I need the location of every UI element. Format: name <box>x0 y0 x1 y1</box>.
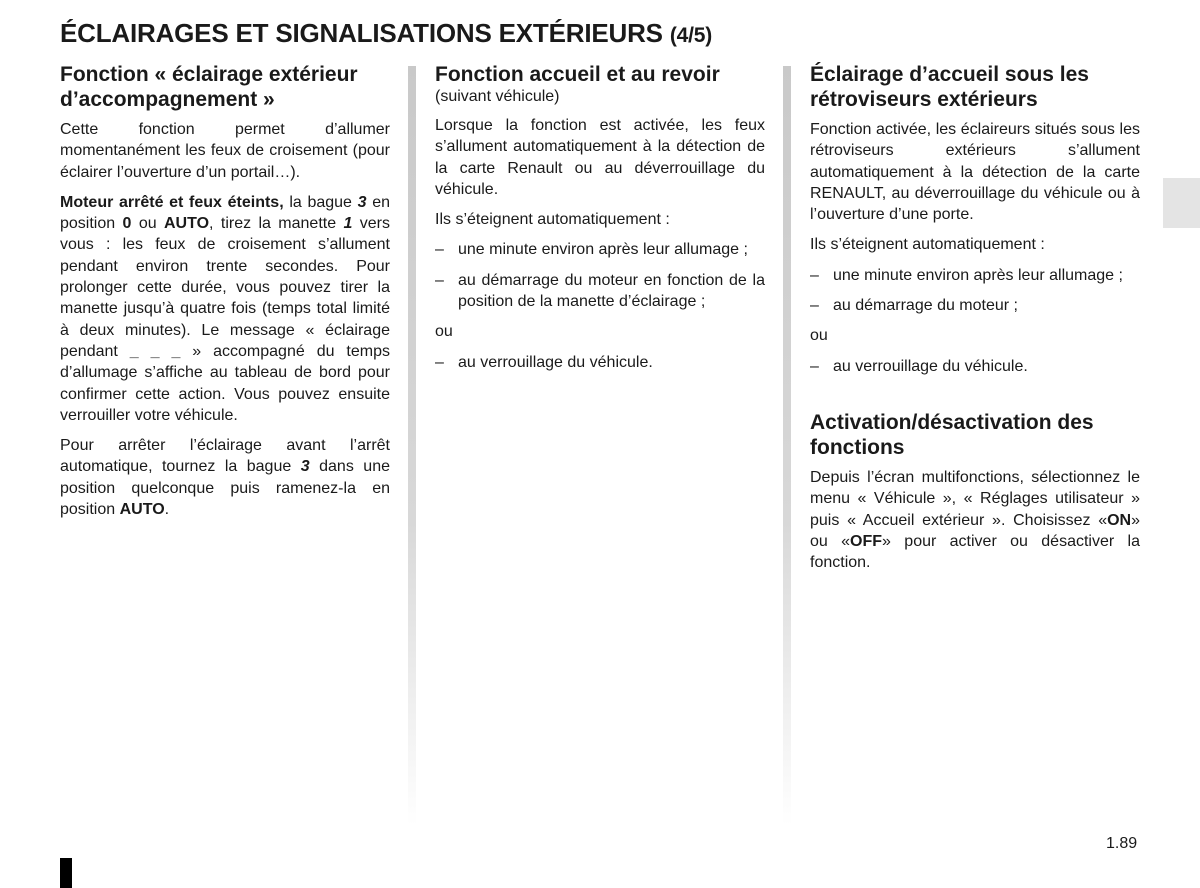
paragraph <box>810 467 1140 573</box>
column-welcome-goodbye <box>435 62 765 382</box>
list-item-text: une minute environ après leur allumage ; <box>833 266 1123 284</box>
ring-number: 3 <box>357 193 367 211</box>
dash-list <box>435 352 765 373</box>
or-connector: ou <box>810 327 828 345</box>
list-item-text: une minute environ après leur allumage ; <box>458 241 748 259</box>
position-auto: AUTO <box>164 215 210 233</box>
section-heading: Fonction « éclairage extérieur d’accompagnement » <box>60 63 358 111</box>
text-run: , tirez la manette <box>209 215 344 233</box>
dash-bullet: – <box>810 357 819 375</box>
paragraph: Ils s’éteignent automatiquement : <box>810 236 1045 254</box>
position-auto: AUTO <box>119 501 165 519</box>
text-run: ou <box>131 215 164 233</box>
dash-bullet: – <box>435 241 444 259</box>
text-run: vers vous : les feux de croisement s’allument pendant environ trente secondes. Pour prolonger cette durée, vous pouvez tirer la manette jusqu’à quatre fois (temps total limité à deux minutes). Le message « éclairage pendant <box>60 215 391 360</box>
dash-list <box>435 239 765 312</box>
paragraph <box>60 192 390 426</box>
text-run: . <box>164 501 170 519</box>
dash-bullet: – <box>810 266 819 284</box>
list-item-text: au démarrage du moteur ; <box>833 297 1018 315</box>
text-run: » pour activer ou désactiver la fonction. <box>810 532 1140 572</box>
text-run: Depuis l’écran multifonctions, sélectionnez le menu « Véhicule », « Réglages utilisateur » puis « Accueil extérieur ». Choisissez « <box>810 468 1140 529</box>
text-run: la bague <box>283 193 358 211</box>
list-item <box>435 352 765 373</box>
section-heading: Activation/désactivation des fonctions <box>810 410 1094 459</box>
page-title-main: ÉCLAIRAGES ET SIGNALISATIONS EXTÉRIEURS <box>60 18 663 48</box>
position-zero: 0 <box>122 215 132 233</box>
paragraph: Lorsque la fonction est activée, les feux s’allument automatiquement à la détection de la carte Renault ou au déverrouillage du véhicule. <box>435 117 765 198</box>
list-item <box>810 265 1140 286</box>
dash-bullet: – <box>810 297 819 315</box>
on-option: ON <box>1107 511 1132 529</box>
section-tab <box>1163 178 1200 228</box>
list-item-text: au démarrage du moteur en fonction de la position de la manette d’éclairage ; <box>458 271 765 311</box>
paragraph <box>60 435 390 520</box>
paragraph: Ils s’éteignent automatiquement : <box>435 211 670 229</box>
dash-list <box>810 356 1140 377</box>
column-separator <box>408 66 416 826</box>
section-heading: Éclairage d’accueil sous les rétroviseurs extérieurs <box>810 63 1089 111</box>
text-run: » accompagné du temps d’allumage s’affiche au tableau de bord pour confirmer cette action. Vous pouvez ensuite verrouiller votre véhicule. <box>60 342 390 424</box>
page-number: 1.89 <box>1106 835 1138 852</box>
list-item <box>435 239 765 260</box>
list-item-text: au verrouillage du véhicule. <box>833 357 1028 375</box>
list-item-text: au verrouillage du véhicule. <box>458 353 653 371</box>
off-option: OFF <box>850 532 883 550</box>
column-mirror-lighting <box>810 62 1140 582</box>
list-item <box>435 270 765 313</box>
paragraph: Cette fonction permet d’allumer momentanément les feux de croisement (pour éclairer l’ouverture d’un portail…). <box>60 121 390 181</box>
page-title <box>60 18 712 49</box>
page-title-suffix: (4/5) <box>669 24 712 47</box>
dash-list <box>810 265 1140 317</box>
bold-lead: Moteur arrêté et feux éteints, <box>60 193 284 211</box>
column-accompaniment-lighting <box>60 62 390 529</box>
text-run: Pour arrêter l’éclairage avant l’arrêt automatique, tournez la bague <box>60 437 390 476</box>
section-subtitle: (suivant véhicule) <box>435 88 560 105</box>
dash-bullet: – <box>435 353 444 371</box>
or-connector: ou <box>435 323 453 341</box>
corner-marker <box>60 858 72 888</box>
section-heading: Fonction accueil et au revoir <box>435 63 720 86</box>
text-run: dans une position quelconque puis ramenez-la en position <box>60 458 391 519</box>
dash-bullet: – <box>435 271 444 289</box>
duration-blanks: _ _ _ <box>129 342 181 360</box>
text-run: en position <box>60 193 390 233</box>
list-item <box>810 295 1140 316</box>
text-run: » ou « <box>810 511 1140 550</box>
ring-number: 3 <box>300 458 310 476</box>
column-separator <box>783 66 791 826</box>
paragraph: Fonction activée, les éclaireurs situés sous les rétroviseurs extérieurs s’allument automatiquement à la détection de la carte RENAULT, au déverrouillage du véhicule ou à l’ouverture d’une porte. <box>810 121 1140 224</box>
lever-number: 1 <box>343 215 353 233</box>
list-item <box>810 356 1140 377</box>
